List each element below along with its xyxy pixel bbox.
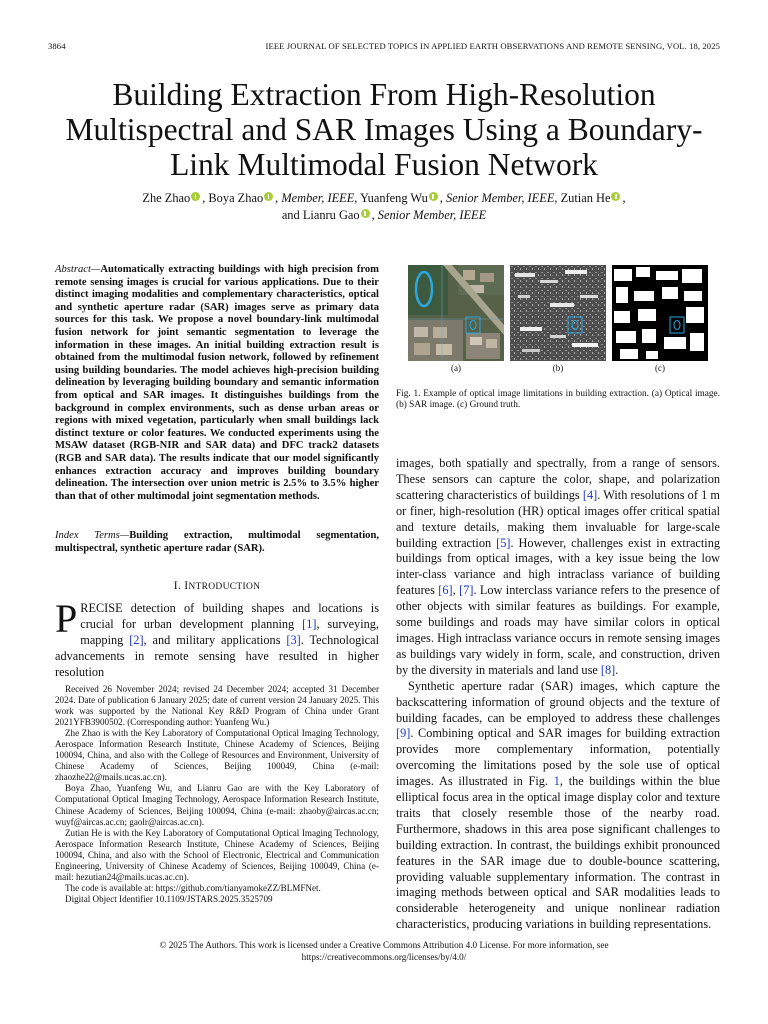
author-name: Boya Zhao	[208, 191, 264, 205]
optical-image	[408, 265, 504, 361]
author-role: Senior Member, IEEE	[446, 191, 555, 205]
footnote-affiliation: Zutian He is with the Key Laboratory of Computational Optical Imaging Technology, Aerospace Information Research Institute, Chinese Academy of Sciences, Beijing 100094, China, and also with the School of Electronic, Electrical and Communication Engineering, University of Chinese Academy of Sciences, Beijing 100049, China (e-mail: hezutian24@mails.ucas.ac.cn).	[55, 827, 379, 882]
citation-link[interactable]: [5]	[496, 535, 511, 550]
index-terms-label: Index Terms—	[55, 530, 130, 541]
copyright-notice: © 2025 The Authors. This work is licensed under a Creative Commons Attribution 4.0 License. For more information, see https://creativecommons.org/licenses/by/4.0/	[159, 940, 609, 962]
author-name: Zutian He	[560, 191, 611, 205]
drop-cap: P	[55, 596, 78, 641]
author-role: Senior Member, IEEE	[377, 208, 487, 222]
author-line-2: and Lianru Gao , Senior Member, IEEE	[281, 208, 487, 222]
orcid-icon[interactable]	[429, 192, 438, 201]
page-number: 3864	[48, 41, 66, 51]
figure-caption: Fig. 1. Example of optical image limitations in building extraction. (a) Optical image. (b) SAR image. (c) Ground truth.	[396, 389, 720, 410]
subfigure-label-a: (a)	[451, 363, 461, 373]
paragraph: Synthetic aperture radar (SAR) images, which capture the backscattering information of ground objects and the texture of building facades, can be employed to address these challenges [9]. Combining optical and SAR images for building extraction provides more complementary information, potentially overcoming the limitations posed by the sole use of optical images. As illustrated in Fig. 1, the buildings within the blue elliptical focus area in the optical image display color and texture traits that closely resemble those of the nearby road. Furthermore, shadows in this area pose significant challenges to building extraction. In contrast, the buildings exhibit pronounced features in the SAR image due to double-bounce scattering, providing valuable supplementary information. The contrast in imaging methods between optical and SAR modalities leads to considerable heterogeneity and unique nonlinear radiation characteristics, producing variations in building representations.	[396, 678, 720, 932]
footnote-affiliation: Zhe Zhao is with the Key Laboratory of Computational Optical Imaging Technology, Aerospace Information Research Institute, Chinese Academy of Sciences, Beijing 100094, China, and also with the College of Resources and Environment, University of Chinese Academy of Sciences, Beijing 100049, China (e-mail: zhaozhe22@mails.ucas.ac.cn).	[55, 728, 379, 783]
abstract	[55, 264, 379, 503]
section-heading: I. INTRODUCTION	[173, 580, 261, 592]
sar-image	[510, 265, 606, 361]
citation-link[interactable]: [7]	[459, 583, 474, 598]
footnote-received: Received 26 November 2024; revised 24 December 2024; accepted 31 December 2024. Date of publication 6 January 2025; date of current version 24 January 2025. This work was supported by the National Key R&D Program of China under Grant 2021YFB3900502. (Corresponding author: Yuanfeng Wu.)	[55, 684, 379, 728]
orcid-icon[interactable]	[191, 192, 200, 201]
orcid-icon[interactable]	[611, 192, 620, 201]
citation-link[interactable]: [6]	[438, 583, 453, 598]
subfigure-label-c: (c)	[655, 363, 665, 373]
footnote-code: The code is available at: https://github.com/tianyamokeZZ/BLMFNet.	[65, 882, 321, 893]
intro-paragraph: PRECISE detection of building shapes and locations is crucial for urban development planning [1], surveying, mapping [2], and military applications [3]. Technological advancements in remote sensing have resulted in higher resolution	[55, 596, 379, 679]
index-terms	[55, 530, 379, 555]
orcid-icon[interactable]	[361, 209, 370, 218]
index-terms-text: Building extraction, multimodal segmentation, multispectral, synthetic aperture radar (SAR).	[55, 530, 379, 554]
citation-link[interactable]: [9]	[396, 726, 411, 741]
figure-link[interactable]: 1	[553, 774, 560, 789]
author-role: Member, IEEE	[281, 191, 355, 205]
abstract-label: Abstract—	[55, 264, 101, 275]
paragraph: images, both spatially and spectrally, from a range of sensors. These sensors can capture the color, shape, and polarization scattering characteristics of buildings [4]. With resolutions of 1 m or finer, high-resolution (HR) optical images offer critical spatial and texture details, making them invaluable for large-scale building extraction [5]. However, challenges exist in extracting buildings from optical images, with a key issue being the low inter-class variance and high intraclass variance of building features [6], [7]. Low interclass variance refers to the presence of other objects with similar features as buildings. For example, some buildings and roads may have similar colors in optical images. High intraclass variance occurs in remote sensing images as buildings vary widely in form, scale, and construction, driven by the diversity in materials and land use [8].	[396, 456, 720, 677]
author-name: Zhe Zhao	[142, 191, 191, 205]
author-line-1: Zhe Zhao , Boya Zhao , Member, IEEE, Yuanfeng Wu , Senior Member, IEEE, Zutian He ,	[142, 191, 626, 205]
paper-title: Building Extraction From High-Resolution Multispectral and SAR Images Using a Boundary-Link Multimodal Fusion Network	[65, 77, 703, 182]
citation-link[interactable]: [8]	[600, 662, 616, 677]
subfigure-label-b: (b)	[552, 363, 564, 373]
author-name: Yuanfeng Wu	[360, 191, 428, 205]
footnotes	[55, 684, 379, 905]
journal-header: IEEE JOURNAL OF SELECTED TOPICS IN APPLIED EARTH OBSERVATIONS AND REMOTE SENSING, VOL. 18, 2025	[265, 41, 720, 51]
abstract-text: Automatically extracting buildings with high precision from remote sensing images is crucial for various applications. Due to their distinct imaging modalities and complementary characteristics, optical and synthetic aperture radar (SAR) images serve as primary data sources for this task. We propose a novel boundary-link multimodal fusion network for joint semantic segmentation to leverage the information in these images. An initial building extraction result is obtained from the multimodal fusion network, followed by refinement using building boundaries. The model achieves high-precision building delineation by leveraging building boundary and semantic information from optical and SAR images. It distinguishes buildings from the background in complex environments, such as dense urban areas or regions with mixed vegetation, particularly when small buildings lack distinct texture or color features. We conducted experiments using the MSAW dataset (RGB-NIR and SAR data) and DFC track2 datasets (RGB and SAR data). The results indicate that our model significantly enhances extraction accuracy and improves building boundary delineation. The intersection over union metric is 2.5% to 3.5% higher than that of other multimodal joint segmentation methods.	[55, 264, 379, 502]
citation-link[interactable]: [3]	[286, 632, 301, 647]
author-name: Lianru Gao	[302, 208, 360, 222]
ground-truth-image	[612, 265, 708, 361]
footnote-doi: Digital Object Identifier 10.1109/JSTARS.2025.3525709	[65, 893, 273, 904]
citation-link[interactable]: [1]	[302, 616, 317, 631]
figure-1	[408, 265, 718, 361]
citation-link[interactable]: [2]	[129, 632, 144, 647]
citation-link[interactable]: [4]	[582, 487, 598, 502]
orcid-icon[interactable]	[264, 192, 273, 201]
footnote-affiliation: Boya Zhao, Yuanfeng Wu, and Lianru Gao are with the Key Laboratory of Computational Optical Imaging Technology, Aerospace Information Research Institute, Chinese Academy of Sciences, Beijing 100094, China (e-mail: zhaoby@aircas.ac.cn; wuyf@aircas.ac.cn; gaolr@aircas.ac.cn).	[55, 783, 379, 827]
right-column-body	[396, 456, 720, 933]
